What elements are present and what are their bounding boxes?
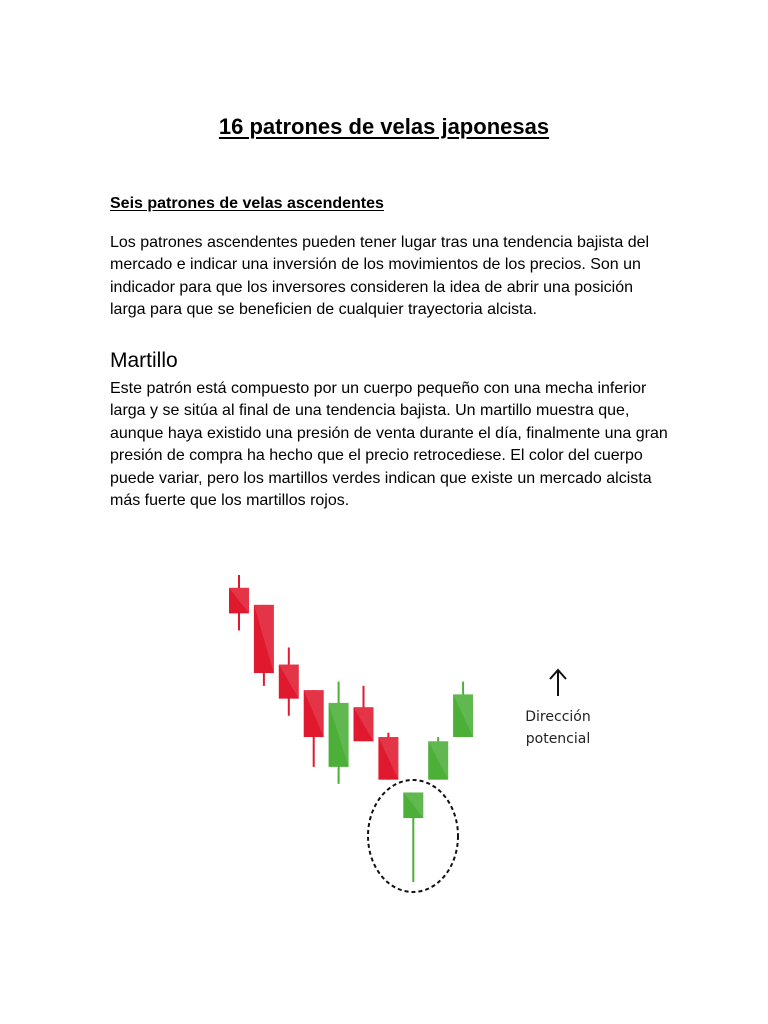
candles-group	[229, 575, 473, 882]
candle-7	[378, 733, 398, 780]
candlestick-figure	[0, 560, 768, 910]
arrow-up-icon	[550, 670, 566, 696]
section-heading: Seis patrones de velas ascendentes	[110, 195, 384, 212]
candle-3	[279, 647, 299, 715]
candle-10	[453, 682, 473, 737]
candlestick-diagram	[0, 560, 768, 910]
candle-9	[428, 737, 448, 780]
intro-paragraph: Los patrones ascendentes pueden tener lugar tras una tendencia bajista del mercado e indicar una inversión de los movimientos de los precios. Son un indicador para que los inversores consideren la idea de abrir una posición larga para que se beneficien de cualquier trayectoria alcista.	[110, 234, 650, 319]
hammer-description-paragraph: Este patrón está compuesto por un cuerpo pequeño con una mecha inferior larga y se sitúa al final de una tendencia bajista. Un martillo muestra que, aunque haya existido una presión de venta durante el día, finalmente una gran presión de compra ha hecho que el precio retrocediese. El color del cuerpo puede variar, pero los martillos verdes indican que existe un mercado alcista más fuerte que los martillos rojos.	[110, 380, 668, 510]
candle-2	[254, 605, 274, 686]
document-title: 16 patrones de velas japonesas	[218, 114, 550, 139]
candle-5	[329, 682, 349, 784]
direction-label-line1: Dirección	[525, 709, 591, 725]
candle-4	[304, 690, 324, 767]
candle-6	[354, 686, 374, 741]
direction-label	[508, 706, 608, 750]
candle-1	[229, 575, 249, 630]
direction-label-line2: potencial	[525, 731, 591, 747]
pattern-heading-martillo: Martillo	[110, 349, 178, 372]
hammer-candle	[403, 792, 423, 882]
